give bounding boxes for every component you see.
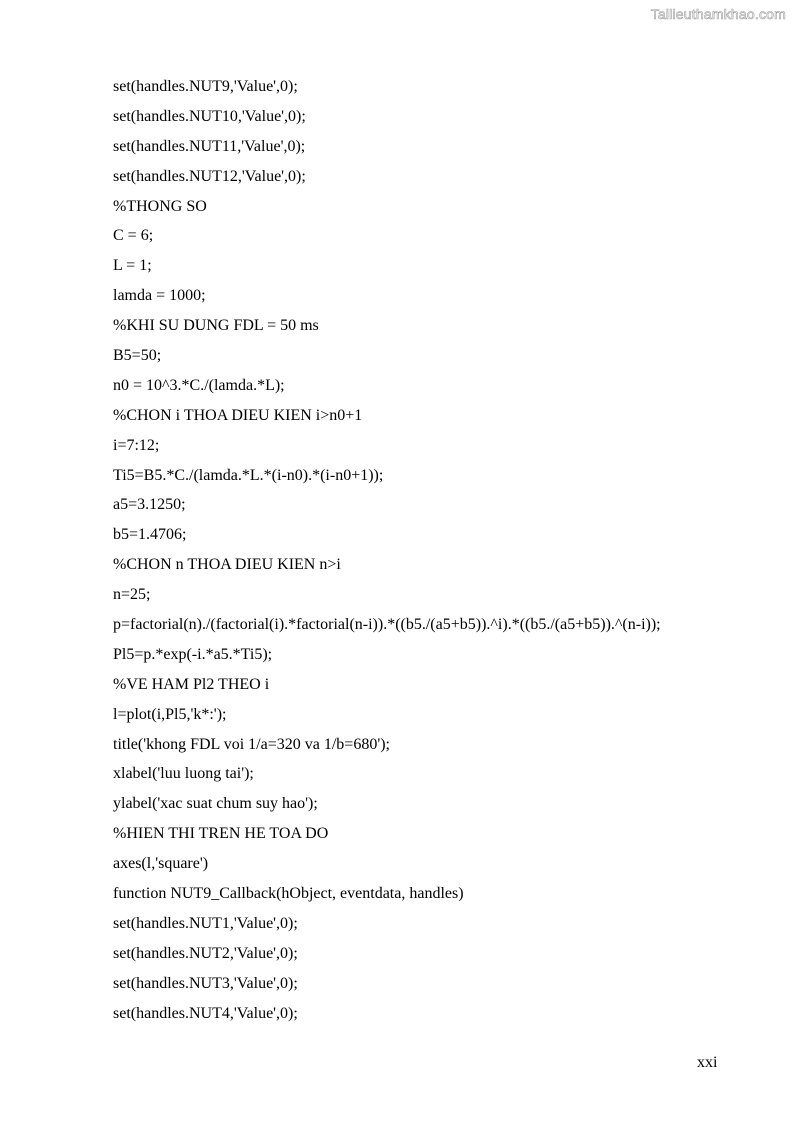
code-line: %THONG SO [113, 197, 207, 215]
code-line: set(handles.NUT10,'Value',0); [113, 107, 306, 125]
code-line: a5=3.1250; [113, 496, 186, 514]
code-line: set(handles.NUT11,'Value',0); [113, 137, 306, 155]
page-number: xxi [697, 1054, 718, 1071]
code-line: title('khong FDL voi 1/a=320 va 1/b=680'); [113, 735, 390, 753]
code-line: Ti5=B5.*C./(lamda.*L.*(i-n0).*(i-n0+1)); [113, 466, 384, 484]
code-line: set(handles.NUT9,'Value',0); [113, 78, 298, 95]
code-line: B5=50; [113, 347, 162, 365]
code-line: L = 1; [113, 257, 152, 275]
code-listing [113, 74, 661, 1031]
code-line: axes(l,'square') [113, 855, 209, 873]
code-line: lamda = 1000; [113, 287, 206, 305]
code-line: %VE HAM Pl2 THEO i [113, 675, 270, 693]
code-line: set(handles.NUT12,'Value',0); [113, 167, 306, 185]
code-line: p=factorial(n)./(factorial(i).*factorial(n-i)).*((b5./(a5+b5)).^i).*((b5./(a5+b5)).^(n-i)); [113, 616, 661, 634]
code-line: %CHON i THOA DIEU KIEN i>n0+1 [113, 406, 363, 424]
code-line: C = 6; [113, 227, 154, 245]
code-line: ylabel('xac suat chum suy hao'); [113, 795, 318, 813]
code-line: %CHON n THOA DIEU KIEN n>i [113, 556, 341, 574]
code-line: set(handles.NUT2,'Value',0); [113, 944, 298, 962]
code-line: %HIEN THI TREN HE TOA DO [113, 825, 329, 843]
code-line: b5=1.4706; [113, 526, 187, 544]
code-line: set(handles.NUT1,'Value',0); [113, 914, 298, 932]
code-line: function NUT9_Callback(hObject, eventdata, handles) [113, 885, 464, 903]
code-line: set(handles.NUT4,'Value',0); [113, 1004, 298, 1022]
watermark-logo: Tailieuthamkhao.com [650, 6, 786, 22]
code-line: n0 = 10^3.*C./(lamda.*L); [113, 376, 285, 394]
code-line: i=7:12; [113, 436, 160, 454]
code-line: set(handles.NUT3,'Value',0); [113, 974, 298, 992]
code-line: n=25; [113, 586, 151, 604]
code-line: Pl5=p.*exp(-i.*a5.*Ti5); [113, 645, 273, 663]
code-line: xlabel('luu luong tai'); [113, 765, 254, 783]
code-line: l=plot(i,Pl5,'k*:'); [113, 705, 227, 723]
code-line: %KHI SU DUNG FDL = 50 ms [113, 317, 319, 335]
